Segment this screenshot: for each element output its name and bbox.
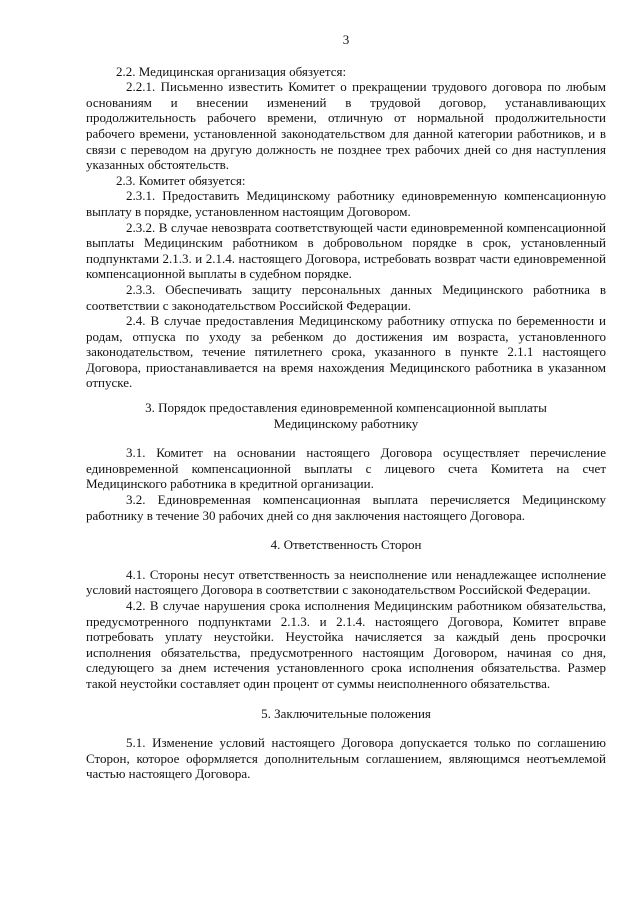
- clause-2-2-1: 2.2.1. Письменно известить Комитет о прекращении трудового договора по любым основаниям и внесении изменений в трудовой договор, устанавливающих продолжительность рабочего времени, отличную от нормальной продолжительности рабочего времени, установленной законодательством для данной категории работников, и в связи с переводом на другую должность не позднее трех рабочих дней со дня наступления указанных обстоятельств.: [86, 79, 606, 173]
- clause-3-2: 3.2. Единовременная компенсационная выплата перечисляется Медицинскому работнику в течение 30 рабочих дней со дня заключения настоящего Договора.: [86, 492, 606, 523]
- section-3-heading-line2: Медицинскому работнику: [273, 415, 419, 431]
- clause-3-1: 3.1. Комитет на основании настоящего Договора осуществляет перечисление единовременной компенсационной выплаты с лицевого счета Комитета на счет Медицинского работника в кредитной организации.: [86, 445, 606, 492]
- section-5-heading: 5. Заключительные положения: [261, 705, 431, 721]
- clause-4-2: 4.2. В случае нарушения срока исполнения Медицинским работником обязательства, предусмотренного подпунктами 2.1.3. и 2.1.4. настоящего Договора, Комитет вправе потребовать уплату неустойки. Неустойка начисляется за каждый день просрочки исполнения обязательства, предусмотренного настоящим Договором, начиная со дня, следующего за днем истечения установленного срока исполнения обязательства. Размер такой неустойки составляет один процент от суммы неисполненного обязательства.: [86, 598, 606, 691]
- clause-2-4: 2.4. В случае предоставления Медицинскому работнику отпуска по беременности и родам, отпуска по уходу за ребенком до достижения им возраста, установленного законодательством, течение пятилетнего срока, указанного в пункте 2.1.1 настоящего Договора, приостанавливается на время нахождения Медицинского работника в указанном отпуске.: [86, 313, 606, 391]
- clause-2-3-3: 2.3.3. Обеспечивать защиту персональных данных Медицинского работника в соответствии с законодательством Российской Федерации.: [86, 281, 606, 313]
- clause-5-1: 5.1. Изменение условий настоящего Договора допускается только по соглашению Сторон, которое оформляется дополнительным соглашением, являющимся неотъемлемой частью настоящего Договора.: [86, 735, 606, 782]
- clause-4-1: 4.1. Стороны несут ответственность за неисполнение или ненадлежащее исполнение условий настоящего Договора в соответствии с законодательством Российской Федерации.: [86, 566, 606, 598]
- page-number: 3: [342, 32, 350, 47]
- clause-2-3-2: 2.3.2. В случае невозврата соответствующей части единовременной компенсационной выплаты Медицинским работником в добровольном порядке в срок, установленный подпунктами 2.1.3. и 2.1.4. настоящего Договора, истребовать возврат части единовременной компенсационной выплаты в судебном порядке.: [86, 219, 606, 282]
- section-4-heading: 4. Ответственность Сторон: [270, 537, 422, 553]
- clause-2-3-title: 2.3. Комитет обязуется:: [116, 172, 246, 188]
- section-3-heading-line1: 3. Порядок предоставления единовременной компенсационной выплаты: [145, 400, 547, 416]
- clause-2-2-title: 2.2. Медицинская организация обязуется:: [116, 63, 347, 79]
- clause-2-3-1: 2.3.1. Предоставить Медицинскому работнику единовременную компенсационную выплату в порядке, установленном настоящим Договором.: [86, 188, 606, 219]
